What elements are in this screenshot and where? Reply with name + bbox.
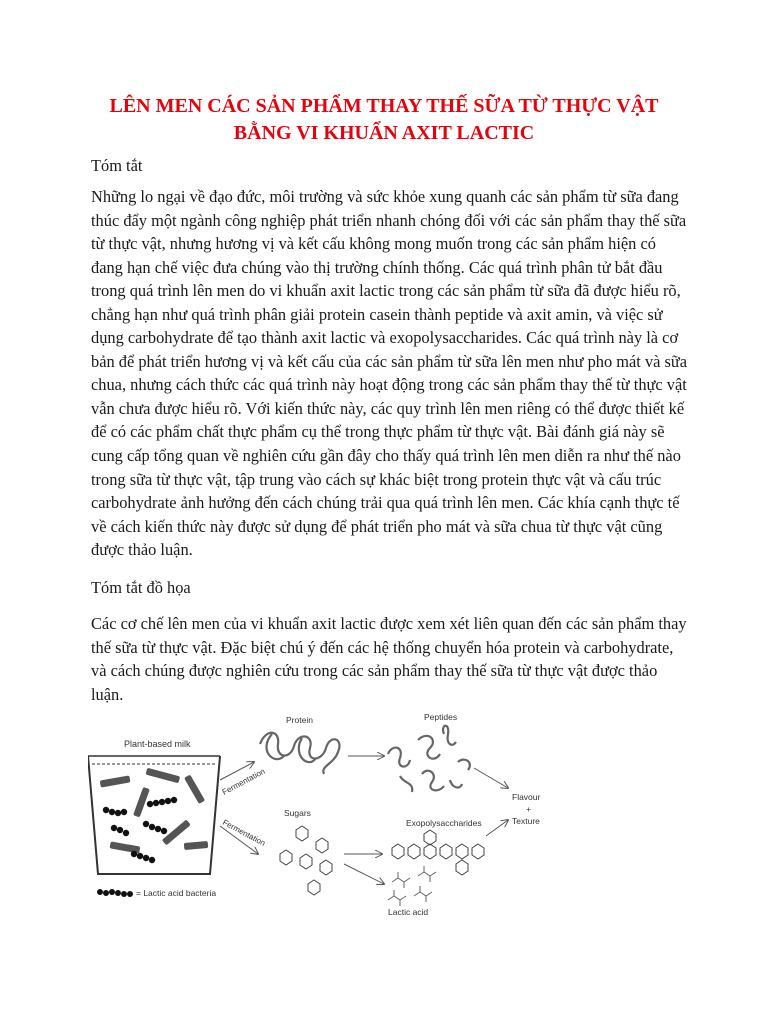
sugars-label: Sugars — [284, 808, 311, 818]
plant-based-milk-container — [88, 739, 220, 874]
sugars-group — [280, 808, 332, 895]
document-title — [60, 93, 708, 147]
title-line-1: LÊN MEN CÁC SẢN PHẨM THAY THẾ SỮA TỪ THỰC VẬT — [109, 95, 659, 117]
bacteria-legend — [97, 888, 216, 898]
fermentation-label-bottom: Fermentation — [221, 817, 267, 848]
arrow-eps-to-texture — [486, 820, 508, 836]
plant-based-milk-label: Plant-based milk — [124, 739, 191, 749]
lactic-acid-label: Lactic acid — [388, 907, 429, 917]
exopolysaccharides-label: Exopolysaccharides — [406, 818, 482, 828]
flavour-label: Flavour — [512, 792, 541, 802]
fermentation-arrow-bottom — [220, 818, 267, 854]
legend-label: = Lactic acid bacteria — [136, 888, 217, 898]
fermentation-arrow-top — [220, 762, 267, 797]
graphical-abstract-paragraph: Các cơ chế lên men của vi khuẩn axit lactic được xem xét liên quan đến các sản phẩm thay thế sữa từ thực vật. Đặc biệt chú ý đến các hệ thống chuyển hóa protein và carbohydrate, và cách chúng được nghiên cứu trong các sản phẩm thay thế sữa từ thực vật được thảo luận. — [91, 614, 687, 704]
protein-label: Protein — [286, 715, 313, 725]
outcome-labels — [512, 792, 541, 826]
exopolysaccharides-group — [392, 818, 484, 875]
peptides-label: Peptides — [424, 712, 458, 722]
plus-label: + — [526, 804, 531, 814]
arrow-peptides-to-flavour — [474, 768, 508, 788]
protein-group — [260, 715, 339, 774]
texture-label: Texture — [512, 816, 540, 826]
title-line-2: BẰNG VI KHUẨN AXIT LACTIC — [233, 122, 535, 144]
arrow-sugars-to-lactic-acid — [344, 864, 384, 884]
abstract-heading: Tóm tắt — [91, 156, 143, 175]
peptides-group — [388, 712, 470, 792]
fermentation-label-top: Fermentation — [220, 766, 267, 797]
lactic-acid-group — [388, 866, 436, 917]
graphical-abstract-heading: Tóm tắt đồ họa — [91, 578, 191, 597]
abstract-paragraph: Những lo ngại về đạo đức, môi trường và sức khỏe xung quanh các sản phẩm từ sữa đang thúc đẩy một ngành công nghiệp phát triển nhanh chóng đối với các sản phẩm thay thế sữa từ thực vật, nhưng hương vị và kết cấu không mong muốn trong các sản phẩm hiện có đang hạn chế việc đưa chúng vào thị trường chính thống. Các quá trình phân tử bắt đầu trong quá trình lên men do vi khuẩn axit lactic trong các sản phẩm từ sữa đã được hiểu rõ, chẳng hạn như quá trình phân giải protein casein thành peptide và axit amin, và việc sử dụng carbohydrate để tạo thành axit lactic và exopolysaccharides. Các quá trình này là cơ bản để phát triển hương vị và kết cấu của các sản phẩm từ sữa lên men như pho mát và sữa chua, nhưng cách thức các quá trình này hoạt động trong các sản phẩm thay thế từ thực vật vẫn chưa được hiểu rõ. Với kiến thức này, các quy trình lên men riêng có thể được thiết kế để có các phẩm chất thực phẩm cụ thể trong thực phẩm từ thực vật. Bài đánh giá này sẽ cung cấp tổng quan về nghiên cứu gần đây cho thấy quá trình lên men diễn ra như thế nào trong sữa từ thực vật, tập trung vào cách sự khác biệt trong protein thực vật và cấu trúc carbohydrate ảnh hưởng đến cách chúng trải qua quá trình lên men. Các khía cạnh thực tế về cách kiến thức này được sử dụng để phát triển pho mát và sữa chua từ thực vật cũng được thảo luận. — [91, 187, 688, 560]
graphical-abstract-figure — [88, 704, 748, 920]
